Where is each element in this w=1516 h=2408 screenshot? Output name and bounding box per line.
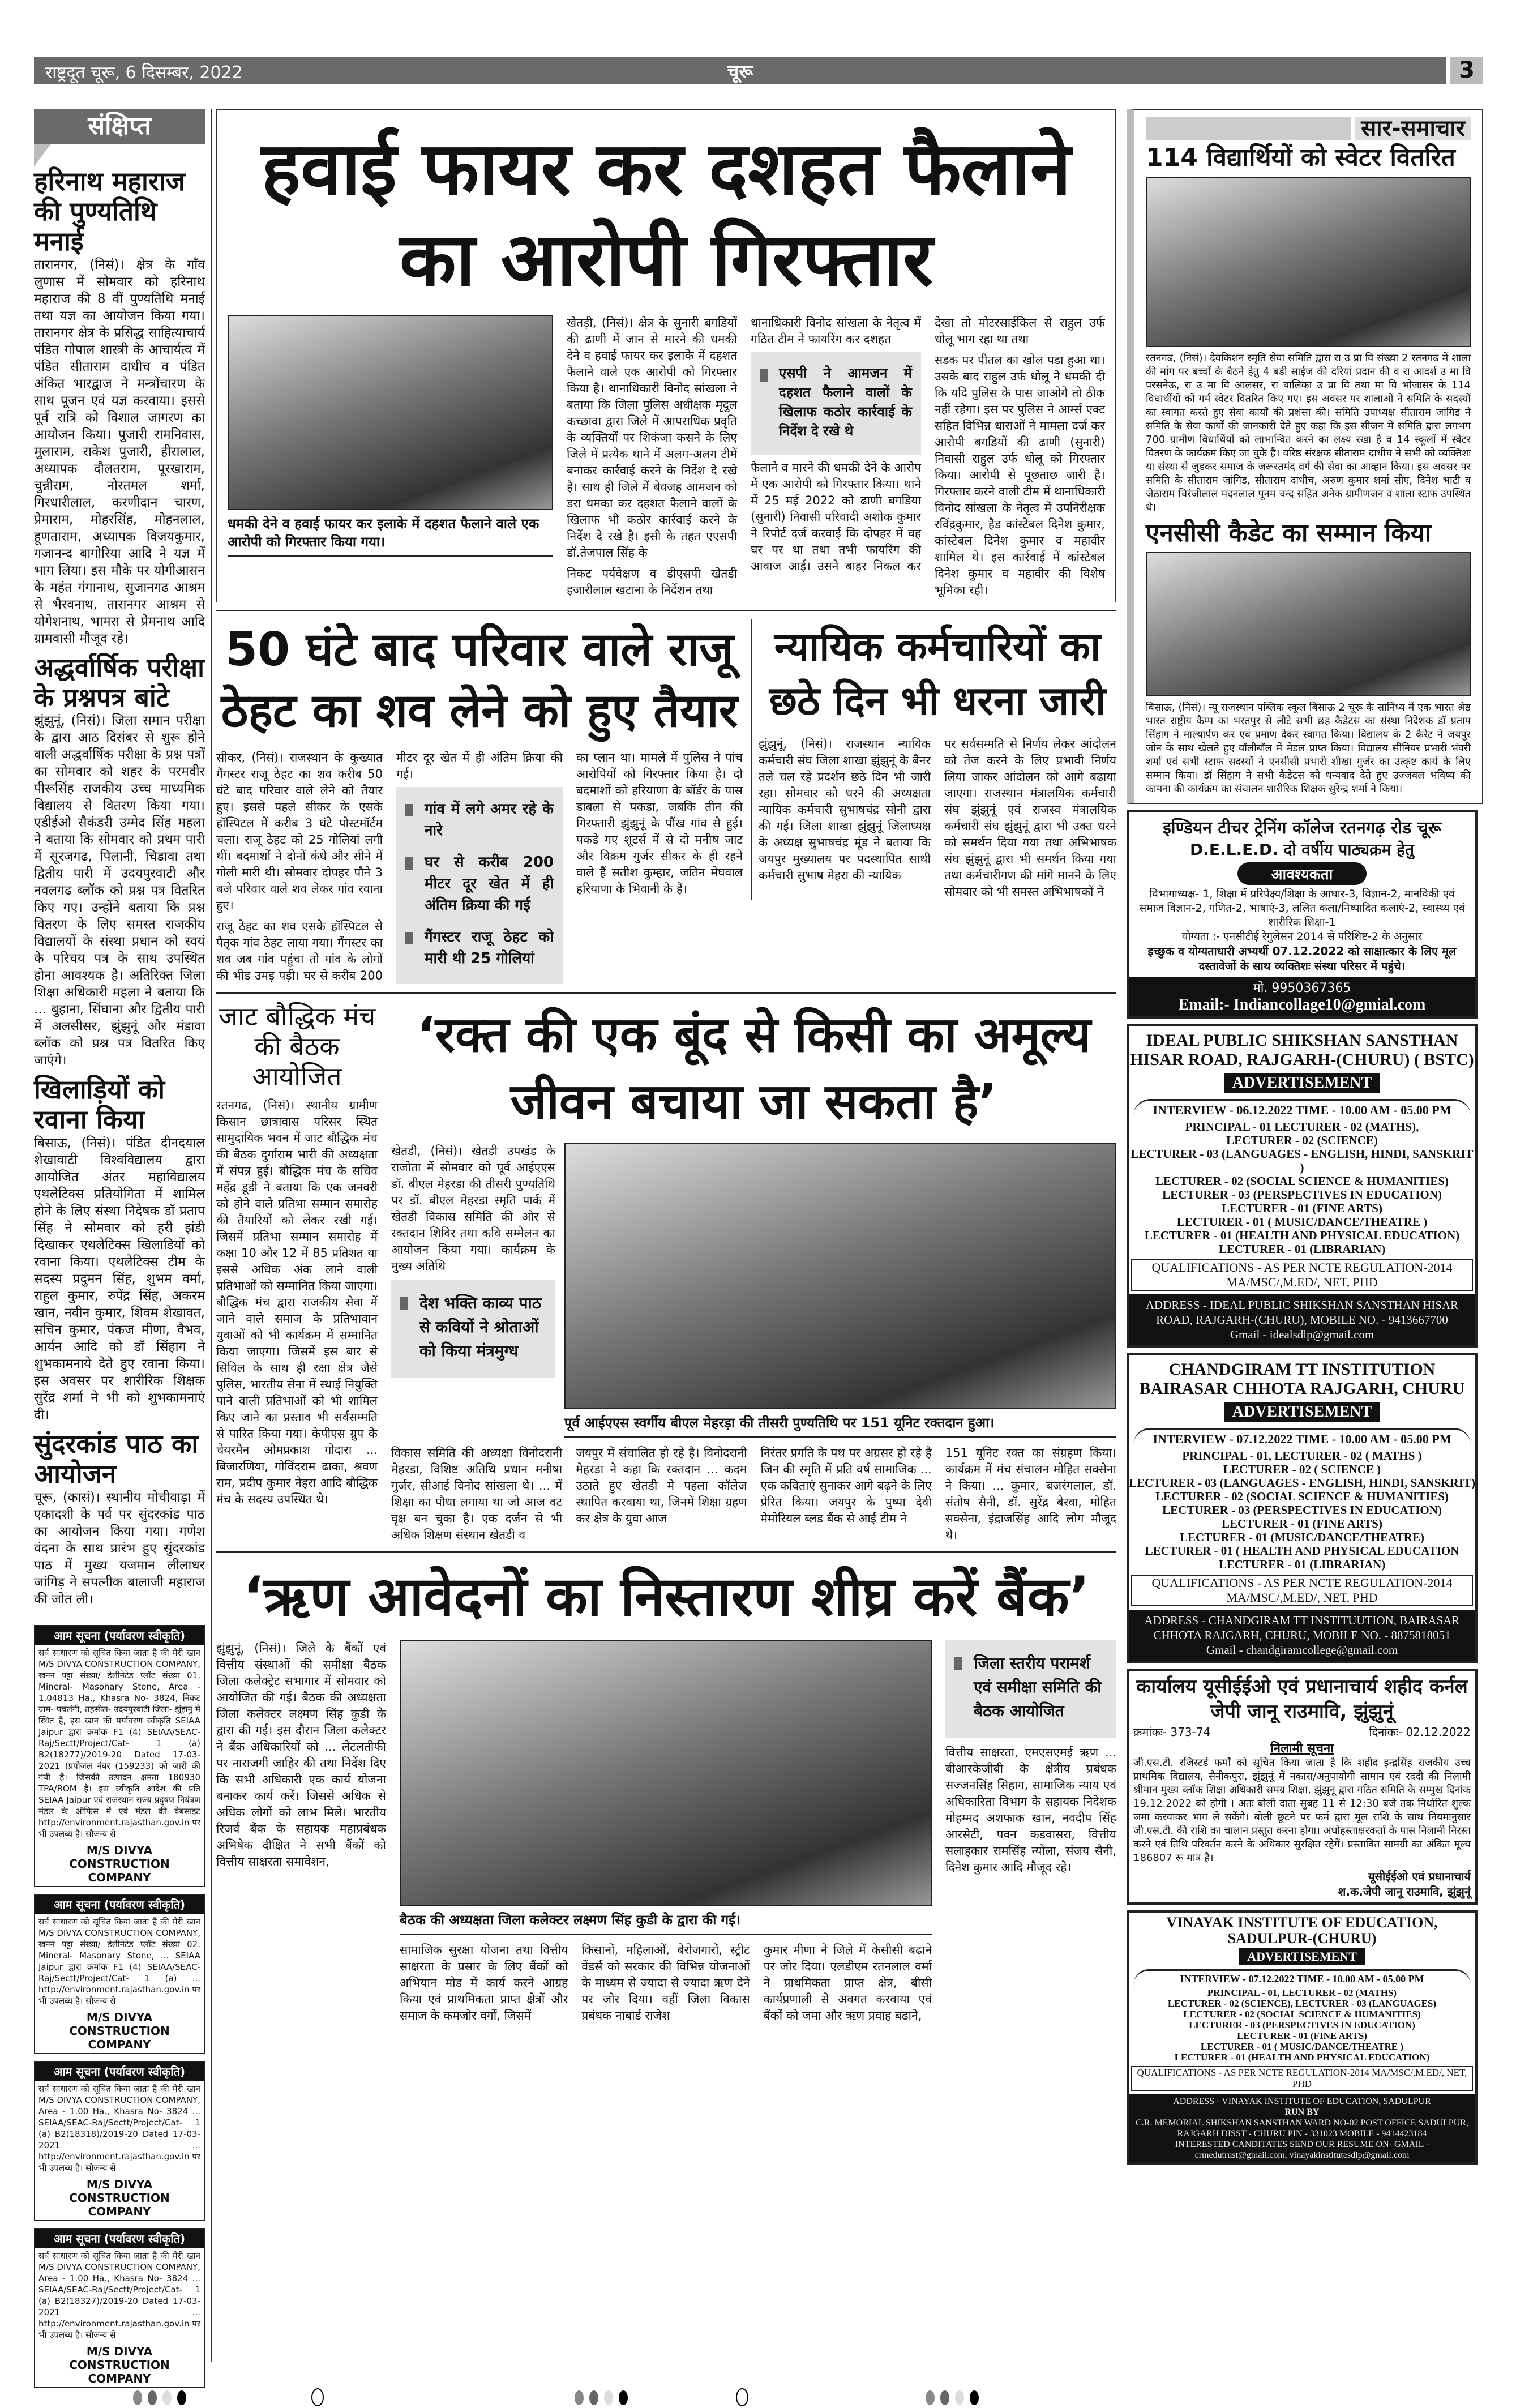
ad-ref-no: क्रमांकः- 373-74 bbox=[1133, 1725, 1211, 1739]
ad-qualification: QUALIFICATIONS - AS PER NCTE REGULATION-2014 MA/MSC/,M.ED/, NET, PHD bbox=[1131, 1259, 1473, 1291]
ad-post: LECTURER - 01 (FINE ARTS) bbox=[1222, 1517, 1382, 1531]
ad-post: LECTURER - 01 (FINE ARTS) bbox=[1237, 2030, 1367, 2042]
thehat-text-col3: का प्लान था। मामले में पुलिस ने पांच आरोपियों को गिरफ्तार किया है। दो बदमाशों को हरियाणा के बॉर्डर के पास डाबला से पकडा, जबकि तीन की गिरफ्तारी झुंझुनूं के पौंख गांव से हुई। पकडे गए शूटर्स में से दो मनीष जाट और विक्रम गुर्जर सीकर के ही रहने वाले हैं सतीश कुम्हार, जतिन मेघवाल हरियाणा के भिवानी के हैं। bbox=[576, 751, 743, 896]
ad-qualification: योग्यता :- एनसीटीई रेगुलेसन 2014 से परिशिष्ट-2 के अनुसार bbox=[1181, 930, 1423, 943]
notice-title: आम सूचना (पर्यावरण स्वीकृति) bbox=[35, 1626, 204, 1645]
ad-indian-teacher-college bbox=[1127, 810, 1478, 1019]
ad-gmail: Gmail - chandgiramcollege@gmail.com bbox=[1206, 1643, 1398, 1657]
ad-signatory-office: श.क.जेपी जानू राउमावि, झुंझुनूं bbox=[1338, 1885, 1471, 1899]
ad-qualification: QUALIFICATIONS - AS PER NCTE REGULATION-2014 MA/MSC/,M.ED/, NET, PHD bbox=[1131, 2066, 1473, 2091]
ad-post: LECTURER - 01 ( MUSIC/DANCE/THEATRE ) bbox=[1176, 1215, 1428, 1229]
public-notice bbox=[34, 1625, 205, 1887]
blood-text-columns bbox=[391, 1445, 1116, 1543]
ad-post: PRINCIPAL - 01, LECTURER - 02 ( MATHS ) bbox=[1182, 1449, 1422, 1463]
lead-text-col2b: थानाधिकारी विनोद सांखला के नेतृत्व में गठित टीम ने फायरिंग कर दशहत bbox=[751, 316, 921, 346]
ad-interview: INTERVIEW - 07.12.2022 TIME - 10.00 AM - 05.00 PM bbox=[1133, 1969, 1471, 1985]
brief-story bbox=[34, 166, 205, 647]
section-rule bbox=[216, 610, 1116, 611]
ad-text: जी.एस.टी. रजिस्टर्ड फर्मों को सूचित किया जाता है कि शहीद इन्द्रसिंह राजकीय उच्च प्राथमिक विद्यालय, सैनीकपुरा, झुंझुनूं में नकारा/अनुपायोगी सामान एवं रददी की निलामी श्रीमान मुख्य ब्लॉक शिक्षा अधिकारी समग्र शिक्षा, झुंझुनू द्वारा गठित समिति के सम्मुख दिनांक 19.12.2022 को होगी । अतः बोली दाता सुबह 11 से 12:30 बजे तक निर्धारित शुल्क जमा करवाकर भाग ले सकेंगे। बोली छूटने पर फर्म द्वारा मूल राशि के साथ नियमानुसार जी.एस.टी. की राशि का चालान प्रस्तुत करना होगा। अधोहस्ताक्षरकर्ता के पास निलामी निरस्त करने एवं तिथि परिवर्तन करने के अधिकार सुरक्षित रहेगें। प्रस्तावित सामग्री का अंकित मूल्य 186807 रू मात्र है। bbox=[1133, 1757, 1471, 1864]
ad-note: इच्छुक व योग्यताधारी अभ्यर्थी 07.12.2022 को साक्षात्कार के लिए मूल दस्तावेजों के साथ व्यक्तिशः संस्था परिसर में पहुंचे। bbox=[1147, 944, 1457, 973]
ad-qualification: QUALIFICATIONS - AS PER NCTE REGULATION-2014 MA/MSC/,M.ED/, NET, PHD bbox=[1131, 1575, 1473, 1606]
judicial-text-col1: झुंझुनूं, (निसं)। राजस्थान न्यायिक कर्मचारी संघ जिला शाखा झुंझुनूं के बैनर तले चल रहे प्रदर्शन छठे दिन भी जारी रहा। सोमवार को धरने की अध्यक्षता न्यायिक कर्मचारी सुभाषचंद्र सोनी द्वारा की गई। जिला शाखा झुंझुनूं जिलाध्यक्ष के अध्यक्ष सुभाषचंद्र मूंड ने बताया कि जयपुर मुख्यालय पर पदस्थापित साथी कर्मचारी सुभाष मेहरा की न्यायिक bbox=[759, 737, 931, 882]
ad-interview: INTERVIEW - 07.12.2022 TIME - 10.00 AM - 05.00 PM bbox=[1133, 1428, 1471, 1447]
notice-sign: M/S DIVYA CONSTRUCTION COMPANY bbox=[35, 1842, 204, 1886]
blood-pull-quote bbox=[391, 1280, 555, 1378]
ad-post: LECTURER - 03 (PERSPECTIVES IN EDUCATION) bbox=[1162, 1503, 1442, 1517]
second-row bbox=[216, 619, 1116, 984]
ad-chandgiram-tt-institution bbox=[1127, 1353, 1478, 1663]
ad-address-text: ADDRESS - VINAYAK INSTITUTE OF EDUCATION, SADULPUR bbox=[1173, 2097, 1431, 2107]
ad-post: LECTURER - 01 (HEALTH AND PHYSICAL EDUCATION) bbox=[1174, 2052, 1430, 2063]
pull-quote-text: घर से करीब 200 मीटर दूर खेत में ही अंतिम क्रिया की गई bbox=[425, 852, 554, 916]
thehat-pull-quotes bbox=[396, 787, 563, 984]
story-title: सुंदरकांड पाठ का आयोजन bbox=[34, 1428, 199, 1490]
blood-text-col2: विकास समिति की अध्यक्षा विनोदरानी मेहरडा, विशिष्ट अतिथि प्रधान मनीषा गुर्जर, सीआई विनोद सांखला थे। ... में शिक्षा का पौधा लगाया था जो आज वट वृक्ष बन चुका है। एक दर्जन से भी अधिक शिक्षण संस्थान खेतडी व bbox=[391, 1446, 563, 1542]
pull-quote-text: देश भक्ति काव्य पाठ से कवियों ने श्रोताओं को किया मंत्रमुग्ध bbox=[419, 1291, 546, 1363]
ad-date: दिनांकः- 02.12.2022 bbox=[1369, 1725, 1471, 1739]
registration-crosshair-icon bbox=[311, 2388, 324, 2406]
registration-crosshair-icon bbox=[736, 2388, 748, 2406]
public-notices bbox=[34, 1625, 205, 2388]
ad-post: LECTURER - 02 (SOCIAL SCIENCE & HUMANITIES) bbox=[1155, 1490, 1449, 1504]
blood-donation-photo bbox=[564, 1143, 1116, 1409]
ad-post: LECTURER - 02 (SOCIAL SCIENCE & HUMANITIES) bbox=[1155, 1174, 1449, 1188]
ad-gmail: Gmail - idealsdlp@gmail.com bbox=[1230, 1328, 1374, 1342]
caption-rule bbox=[228, 555, 553, 557]
jat-text: रतनगढ, (निसं)। स्थानीय ग्रामीण किसान छात्रावास परिसर स्थित सामुदायिक भवन में जाट बौद्धिक मंच की बैठक दुर्गाराम भारी की अध्यक्षता में संपन्न हुई। बौद्धिक मंच के सचिव महेंद्र डूडी ने बताया कि एक जनवरी को होने वाले प्रतिभा सम्मान समारोह की तैयारियों को लेकर रखी गई। जिसमें प्रतिभा सम्मान समारोह में कक्षा 10 और 12 में 85 प्रतिशत या इससे अधिक अंक लाने वाली प्रतिभाओं को सम्मानित किया जाएगा। बौद्धिक मंच द्वारा राजकीय सेवा में जाने वाले समाज के प्रतिभावान युवाओं को भी कार्यक्रम में सम्मानित किया जाएगा। जिसमें इस बार से सिविल के साथ ही रक्षा क्षेत्र जैसे पुलिस, भारतीय सेना में स्थाई नियुक्ति पाने वाली प्रतिभाओं को भी शामिल किए जाने का प्रस्ताव भी सर्वसम्मति से पारित किया गया। केपीएस ग्रुप के चेयरमैन ओमप्रकाश गोदारा ... बिजारणिया, गोविंदराम ढाका, श्रवण राम, प्रदीप कुमार नेहरा आदि बौद्धिक मंच के सदस्य उपस्थित थे। bbox=[216, 1098, 378, 1506]
ad-title: VINAYAK INSTITUTE OF EDUCATION, SADULPUR-(CHURU) bbox=[1166, 1914, 1438, 1947]
lead-text-col3: फैलाने व मारने की धमकी देने के आरोप में एक आरोपी को गिरफ्तार किया। थाने में 25 मई 2022 को ढाणी बगडिया (सुनारी) निवासी परिवादी अशोक कुमार ने रिपोर्ट दर्ज करवाई कि दोपहर में वह घर पर था तथा तभी फायरिंग की आवाज आई। उसने बाहर निकल कर देखा तो मोटरसाईकिल से राहुल उर्फ धोलू भाग रहा था तथा bbox=[751, 316, 1105, 573]
blood-media bbox=[564, 1143, 1116, 1438]
blood-text-col1: खेतडी, (निसं)। खेतडी उपखंड के राजोता में सोमवार को पूर्व आईएएस डॉ. बीएल मेहरडा की तीसरी पुण्यतिथि पर डॉ. बीएल मेहरडा स्मृति पार्क में खेतडी विकास समिति की ओर से रक्तदान शिविर तथा कवि सम्मेलन का आयोजन किया गया। कार्यक्रम के मुख्य अतिथि bbox=[391, 1144, 555, 1273]
thehat-text-columns bbox=[216, 750, 743, 984]
notice-title: आम सूचना (पर्यावरण स्वीकृति) bbox=[35, 2062, 204, 2081]
caption-rule bbox=[400, 1934, 932, 1935]
ad-post: LECTURER - 01 (HEALTH AND PHYSICAL EDUCATION) bbox=[1144, 1229, 1460, 1243]
ad-post: LECTURER - 02 (SCIENCE), LECTURER - 03 (LANGUAGES) bbox=[1167, 1998, 1437, 2009]
lead-pull-quote bbox=[751, 352, 921, 455]
story-title: खिलाड़ियों को रवाना किया bbox=[34, 1074, 165, 1135]
notice-title: आम सूचना (पर्यावरण स्वीकृति) bbox=[35, 2229, 204, 2248]
notice-text: सर्व साधारण को सूचित किया जाता है की मेरी खान M/S DIVYA CONSTRUCTION COMPANY, खनन पट्टा संख्या/ डेलीनेटेड प्लॉट संख्या 02, Mineral- Masonary Stone, ... SEIAA Jaipur द्वारा क्रमांक F1 (4) SEIAA/SEAC-Raj/Sectt/Project/Cat- 1 (a) ... http://environment.rajasthan.gov.in पर भी उपलब्ध है। सौजन्य से bbox=[38, 1917, 200, 2007]
public-notice bbox=[34, 2061, 205, 2221]
blood-donation-story bbox=[391, 1002, 1116, 1543]
pull-quote-text: गांव में लगे अमर रहे के नारे bbox=[425, 798, 554, 841]
lead-text-columns bbox=[567, 315, 1105, 598]
ad-post: LECTURER - 03 (PERSPECTIVES IN EDUCATION) bbox=[1162, 1188, 1442, 1202]
blood-text-col3: जयपुर में संचालित हो रहे है। विनोदरानी मेहरडा ने कहा कि रक्तदान ... कदम उठाते हुए खेतडी मे पहला कॉलेज स्थापित करवाया था, जिनमें शिक्षा ग्रहण कर क्षेत्र के युवा आज bbox=[576, 1446, 747, 1525]
ad-ref-row bbox=[1133, 1724, 1471, 1739]
ad-badge: ADVERTISEMENT bbox=[1224, 1402, 1380, 1422]
bank-meeting-photo bbox=[400, 1640, 932, 1906]
ad-mobile: मो. 9950367365 bbox=[1253, 981, 1351, 996]
brief-column bbox=[34, 109, 205, 2388]
sweater-text: रतनगढ, (निसं)। देवकिशन स्मृति सेवा समिति द्वारा रा उ प्रा वि संख्या 2 रतनगढ में शाला की मांग पर बच्चों के बैठने हेतु 4 बडी साईज की दरियां प्रदान की व रा आदर्श उ मा वि परसनेऊ, रा उ मा वि आलसर, रा बालिका उ प्रा वि तथा मा वि भोजासर के 114 विधार्थीयों को गर्म स्वेटर वितरित किए गए। इस अवसर पर शालाओं ने समिति के सदस्यों का स्वागत करते हुए सेवा कार्यों की प्रशंसा की। समिति उपाध्यक्ष सीताराम जांगिड ने समिति के सेवा कार्यों की जानकारी देते हुए कहा कि इस सीजन में समिति द्वारा लगभग 700 ग्रामीण विधार्थियों को लाभान्वित करने का लक्ष्य रखा है व 14 स्कूलों में स्वेटर वितरण के कार्यक्रम किए जा चुके हैं। वरिष्ठ संरक्षक सीताराम दाधीच ने सभी को व्यक्तिशः या संस्था से जुडकर समाज के जरूरतमंद वर्ग की सेवा का आव्हान किया। इस अवसर पर समिति के सीताराम जांगिड, सीताराम दाधीच, अरुण कुमार शर्मा सीए, दिनेश भाटी व जेठाराम चिरंजीलाल मदनलाल पूनम चन्द सहित अनेक ग्रामीणजन व शाला स्टाफ उपस्थित थे। bbox=[1146, 352, 1471, 514]
pull-quote-text: गैंगस्टर राजू ठेहट को मारी थी 25 गोलियां bbox=[425, 926, 554, 969]
ad-address-text: ADDRESS - IDEAL PUBLIC SHIKSHAN SANSTHAN HISAR ROAD, RAJGARH-(CHURU), MOBILE NO. - 9413667700 bbox=[1145, 1298, 1459, 1327]
sweater-headline: 114 विद्यार्थियों को स्वेटर वितरित bbox=[1146, 143, 1455, 172]
story-text: बिसाऊ, (निसं)। पंडित दीनदयाल शेखावाटी विश्वविद्यालय द्वारा आयोजित अंतर महाविद्यालय एथलेटिक्स प्रतियोगिता में शामिल होने के लिए संस्था निदेषक डॉ प्रताप सिंह ने सोमवार को हरी झंडी दिखाकर एथलेटिक्स खिलाडियों को रवाना किया। एथलेटिक्स टीम के सदस्य प्रदुमन सिंह, शुभम वर्मा, राहुल कुमार, रुपेंद्र सिंह, अकरम खान, नवीन कुमार, शिवम शेखावत, सचिन कुमार, पंकज मीणा, वैभव, आर्यन आदि को डॉ सिंहाग ने शुभकामनाये देते हुए रवाना किया। इस अवसर पर शारीरिक शिक्षक सुरेंद्र शर्मा ने भी को शुभकामनाएं दी। bbox=[34, 1136, 205, 1423]
section-rule bbox=[216, 1551, 1116, 1553]
story-title: अद्धर्वार्षिक परीक्षा के प्रश्नपत्र बांटे bbox=[34, 652, 204, 713]
notice-text: सर्व साधारण को सूचित किया जाता है की मेरी खान M/S DIVYA CONSTRUCTION COMPANY, खनन पट्टा संख्या/ डेलीनेटेड प्लॉट संख्या 01, Mineral- Masonary Stone, Area - 1.04813 Ha., Khasra No- 3824, निकट ग्राम- पचलंगी, तहसील- उदयपुरवाटी जिला- झुंझनु में स्थित है, इस खान की पर्यावरण स्वीकृति SEIAA Jaipur द्वारा क्रमांक F1 (4) SEIAA/SEAC-Raj/Sectt/Project/Cat- 1 (a) B2(18277)/2019-20 Dated 17-03-2021 (प्रपोजल नंबर (159233) को जारी की गयी है। जिसकी उत्पादन क्षमता 180930 TPA/ROM है। इस स्वीकृति आदेश की प्रति SEIAA Jaipur एवं राजस्थान राज्य प्रदुषण नियंत्रण मंडल के ऑफिस में एवं मंडल की वेबसाइट http://environment.rajasthan.gov.in पर भी उपलब्ध है। सौजन्य से bbox=[38, 1648, 200, 1840]
ad-badge: ADVERTISEMENT bbox=[1239, 1948, 1365, 1965]
header-bar-decoration bbox=[1146, 117, 1351, 140]
masthead-date: राष्ट्रदूत चूरू, 6 दिसम्बर, 2022 bbox=[45, 63, 243, 83]
ad-post: LECTURER - 02 ( SCIENCE ) bbox=[1223, 1462, 1381, 1477]
ad-auction-notice bbox=[1127, 1669, 1478, 1905]
registration-dots bbox=[923, 2390, 982, 2407]
third-row bbox=[216, 1002, 1116, 1543]
story-text: झुंझुनूं, (निसं)। जिला समान परीक्षा के द्वारा आठ दिसंबर से शुरू होने वाली अद्धर्वार्षिक परीक्षा के प्रश्न पत्रों का सोमवार को शहर के परमवीर पीरूसिंह राजकीय उच्च माध्यमिक विद्यालय से वितरण किया गया। एडीईओ सैकंडरी उम्मेद सिंह महला ने बताया कि सोमवार को प्रथम पारी में सूरजगढ, पिलानी, चिडावा तथा द्वितीय पारी में उदयपुरवाटी और नवलगढ ब्लॉक को प्रश्न पत्र वितरित किए गए। उन्होंने बताया कि प्रश्न वितरण के लिए समस्त राजकीय विद्यालयों के संस्था प्रधान को स्वयं के परिचय पत्र के साथ उपस्थित होना आवश्यक है। अतिरिक्त जिला शिक्षा अधिकारी महला ने बताया कि ... बुहाना, सिंघाना और द्वितीय पारी में अलसीसर, झुंझुनूं और मंडावा ब्लॉक को प्रश्न पत्र वितरित किए जाएंगे। bbox=[34, 713, 205, 1068]
lead-photo-police-arrest bbox=[228, 315, 553, 510]
ad-subtitle: D.E.L.E.D. दो वर्षीय पाठ्यक्रम हेतु bbox=[1190, 840, 1414, 859]
loan-media bbox=[400, 1640, 932, 2029]
ad-title: CHANDGIRAM TT INSTITUTION BAIRASAR CHHOTA RAJGARH, CHURU bbox=[1139, 1360, 1465, 1398]
lead-media bbox=[228, 315, 553, 557]
brief-section-label: संक्षिप्त bbox=[34, 109, 205, 144]
jat-headline: जाट बौद्धिक मंच की बैठक आयोजित bbox=[218, 1001, 376, 1092]
ad-post: LECTURER - 01 ( MUSIC/DANCE/THEATRE ) bbox=[1200, 2041, 1404, 2052]
ad-posts: विभागाध्यक्ष- 1, शिक्षा में प्ररिपेक्ष्य/शिक्षा के आधार-3, विज्ञान-2, मानविकी एवं समाज विज्ञान-2, गणित-2, भाषाएं-3, ललित कला/निष्पादित कलाएं-2, स्वास्थ्य एवं शारीरिक शिक्षा-1 bbox=[1139, 888, 1465, 929]
blood-photo-caption: पूर्व आईएएस स्वर्गीय बीएल मेहरड़ा की तीसरी पुण्यतिथि पर 151 यूनिट रक्तदान हुआ। bbox=[564, 1415, 995, 1431]
story-text: चूरू, (कासं)। स्थानीय मोचीवाड़ा में एकादशी के पर्व पर सुंदरकांड पाठ का आयोजन किया गया। गणेश वंदना के साथ प्रारंभ हुए सुंदरकांड पाठ में मुख्य यजमान लीलाधर जांगिड़ ने सपत्नीक बालाजी महाराज की जोत ली। bbox=[34, 1490, 205, 1607]
public-notice bbox=[34, 2228, 205, 2388]
loan-text-col5: वित्तीय साक्षरता, एमएसएमई ऋण ... बीआरकेजीबी के क्षेत्रीय प्रबंधक सज्जनसिंह सिहाग, सामाजिक न्याय एवं अधिकारिता विभाग के सहायक निदेशक मोहम्मद अशफाक खान, नवदीप सिंह आरसेटी, पवन कडवासरा, वित्तीय सलाहकार रामसिंह न्योला, संजय सैनी, दिनेश कुमार आदि मौजूद रहे। bbox=[945, 1746, 1116, 1874]
lead-text-col4: सडक पर पीतल का खोल पडा हुआ था। उसके बाद राहुल उर्फ धोलू ने धमकी दी कि यदि पुलिस के पास जाओगे तो ठीक नहीं रहेगा। इस पर पुलिस ने आर्म्स एक्ट सहित विभिन्न धाराओं ने मामला दर्ज कर आरोपी बगडियों की ढाणी (सुनारी) निवासी राहुल उर्फ धोलू को गिरफ्तार किया। आरोपी से पूछताछ जारी है। गिरफ्तार करने वाली टीम में थानाधिकारी विनोद सांखला के नेतृत्व में उपनिरीक्षक रविंद्रकुमार, हैड कांस्टेबल दिनेश कुमार, कांस्टेबल दिनेश कुमार व महावीर शामिल थे। इस कार्रवाई में कांस्टेबल दिनेश कुमार व महावीर की विशेष भूमिका रही। bbox=[935, 353, 1105, 597]
ncc-cadets-photo bbox=[1146, 552, 1471, 696]
center-column bbox=[216, 109, 1116, 2029]
ad-address bbox=[1129, 1610, 1475, 1661]
loan-text-col2: सामाजिक सुरक्षा योजना तथा वित्तीय साक्षरता के प्रसार के लिए बैंकों को अभियान मोड में कार्य करने आग्रह किया एवं प्राथमिकता प्राप्त क्षेत्रों और समाज के कमजोर वर्गों, जिसमें bbox=[400, 1943, 568, 2022]
masthead-bar bbox=[34, 57, 1446, 84]
masthead-edition: चूरू bbox=[727, 61, 753, 82]
judicial-strike-story bbox=[751, 619, 1116, 900]
notice-title: आम सूचना (पर्यावरण स्वीकृति) bbox=[35, 1895, 204, 1914]
ad-title: कार्यालय यूसीईईओ एवं प्रधानाचार्य शहीद कर्नल जेपी जानू राउमावि, झुंझुनूं bbox=[1136, 1675, 1468, 1723]
ad-post: LECTURER - 03 (PERSPECTIVES IN EDUCATION) bbox=[1189, 2020, 1415, 2031]
notice-sign: M/S DIVYA CONSTRUCTION COMPANY bbox=[35, 2343, 204, 2387]
registration-dots bbox=[130, 2390, 189, 2407]
ad-post: PRINCIPAL - 01 LECTURER - 02 (MATHS), bbox=[1185, 1120, 1419, 1134]
section-rule bbox=[216, 992, 1116, 994]
blood-headline: ‘रक्त की एक बूंद से किसी का अमूल्य जीवन बचाया जा सकता है’ bbox=[417, 1007, 1091, 1130]
ad-ideal-public-shikshan bbox=[1127, 1024, 1478, 1348]
brief-story bbox=[34, 1429, 205, 1608]
ad-post: LECTURER - 01 (MUSIC/DANCE/THEATRE) bbox=[1180, 1530, 1424, 1545]
ad-vinayak-institute bbox=[1127, 1910, 1478, 2165]
ad-post: LECTURER - 02 (SCIENCE) bbox=[1226, 1134, 1378, 1148]
ad-interview: INTERVIEW - 06.12.2022 TIME - 10.00 AM - 05.00 PM bbox=[1133, 1099, 1471, 1118]
ad-badge: आवश्यकता bbox=[1237, 862, 1367, 885]
ad-signatory: यूसीईईओ एवं प्रधानाचार्य bbox=[1368, 1870, 1471, 1884]
public-notice bbox=[34, 1894, 205, 2054]
roundup-header bbox=[1146, 117, 1471, 140]
lead-story bbox=[216, 109, 1116, 602]
notice-sign: M/S DIVYA CONSTRUCTION COMPANY bbox=[35, 2176, 204, 2220]
column-divider bbox=[211, 109, 212, 2362]
thehat-headline: 50 घंटे बाद परिवार वाले राजू ठेहट का शव लेने को हुए तैयार bbox=[221, 623, 738, 738]
loan-headline: ‘ऋण आवेदनों का निस्तारण शीघ्र करें बैंक’ bbox=[242, 1565, 1090, 1628]
blood-left-column bbox=[391, 1143, 555, 1384]
thehat-text-col1b: राजू ठेहट का शव एसके हॉस्पिटल से पैतृक गांव ठेहट लाया गया। गैंगस्टर का शव जब गांव पहुंचा तो गांव के लोगों की भीड उमड़ पड़ी। घर से करीब 200 मीटर दूर खेत में ही अंतिम क्रिया की गई। bbox=[216, 751, 563, 982]
pull-quote-text: जिला स्तरीय परामर्श एवं समीक्षा समिति की बैठक आयोजित bbox=[974, 1652, 1107, 1723]
page-number: 3 bbox=[1450, 57, 1483, 84]
ad-post: LECTURER - 01 (LIBRARIAN) bbox=[1218, 1242, 1386, 1256]
loan-photo-caption: बैठक की अध्यक्षता जिला कलेक्टर लक्ष्मण सिंह कुडी के द्वारा की गई। bbox=[400, 1912, 741, 1928]
loan-right-column bbox=[945, 1640, 1116, 1876]
sweater-distribution-photo bbox=[1146, 177, 1471, 347]
story-text: तारानगर, (निसं)। क्षेत्र के गाँव लुणास में सोमवार को हरिनाथ महाराज की 8 वीं पुण्यतिथि मनाई तथा यज्ञ का आयोजन किया गया। तारानगर क्षेत्र के प्रसिद्ध साहित्याचार्य पंडित गोपाल शास्त्री के आचार्यत्व में पंडित सीताराम दाधीच व पंडित अंकित भारद्वाज ने मन्त्रोंचारण के साथ पूजन एवं यज्ञ करवाया। इससे पूर्व रात्रि को विशाल जागरण का आयोजन किया। पुजारी रामनिवास, मुलाराम, राकेश पुजारी, हीरालाल, अध्यापक दौलतराम, पूरखाराम, चुन्नीराम, नोरतमल शर्मा, गिरधारीलाल, करणीदान चारण, प्रेमाराम, मोहरसिंह, मोहनलाल, हूणताराम, अध्यापक विजयकुमार, गजानन्द बागोरिया आदि ने यज्ञ में भाग लिया। इस मौके पर योगीआसन के महंत गंगानाथ, सुजानगढ आश्रम से भैरवनाथ, तारानगर आश्रम से योगेशनाथ, भामरा से प्रेमनाथ आदि ग्रामवासी मौजूद रहे। bbox=[34, 257, 205, 646]
thehat-text-col1: सीकर, (निसं)। राजस्थान के कुख्यात गैंगस्टर राजू ठेहट का शव करीब 50 घंटे बाद परिवार वाले लेने को तैयार हुए। इससे पहले सीकर के एसके हॉस्पिटल में करीब 3 घंटे पोस्टमॉर्टम चला। राजू ठेहट को 25 गोलियां लगी थीं। बदमाशों ने दोनों कंधे और सीने में गोली मारी थी। सोमवार दोपहर पौने 3 बजे परिवार वाले शव लेकर गांव रवाना हुए। bbox=[216, 751, 383, 912]
ad-post: LECTURER - 01 (FINE ARTS) bbox=[1222, 1201, 1382, 1216]
section-tab-decoration bbox=[34, 144, 51, 166]
brief-story bbox=[34, 1075, 205, 1423]
story-title: हरिनाथ महाराज की पुण्यतिथि मनाई bbox=[34, 166, 185, 256]
lead-headline: हवाई फायर कर दशहत फैलाने का आरोपी गिरफ्तार bbox=[261, 126, 1072, 302]
blood-text-col4: निरंतर प्रगति के पथ पर अग्रसर हो रहे है जिन की स्मृति में प्रति वर्ष सामाजिक ... एक कविताएं सुनाकर आगे बढ़ने के लिए प्रेरित किया। जयपुर के पुष्पा देवी मेमोरियल ब्लड बैंक से आई टीम ने bbox=[760, 1446, 932, 1525]
ad-post: PRINCIPAL - 01, LECTURER - 02 (MATHS) bbox=[1207, 1987, 1397, 1999]
ad-title: इण्डियन टीचर ट्रेनिंग कॉलेज रतनगढ़ रोड चूरू bbox=[1163, 818, 1441, 839]
ad-post: LECTURER - 02 (SOCIAL SCIENCE & HUMANITIES) bbox=[1183, 2009, 1421, 2020]
notice-text: सर्व साधारण को सूचित किया जाता है की मेरी खान M/S DIVYA CONSTRUCTION COMPANY, Area - 1.00 Ha., Khasra No- 3824 ... SEIAA/SEAC-Raj/Sectt/Project/Cat- 1 (a) B2(18327)/2019-20 Dated 17-03-2021 ... http://environment.rajasthan.gov.in पर भी उपलब्ध है। सौजन्य से bbox=[38, 2251, 200, 2341]
jat-manch-story bbox=[216, 1002, 378, 1508]
lead-text-col1: खेतड़ी, (निसं)। क्षेत्र के सुनारी बगडियों की ढाणी में जान से मारने की धमकी देने व हवाई फायर कर इलाके में दहशत फैलाने वाले एक आरोपी को गिरफ्तार किया है। थानाधिकारी विनोद सांखला ने बताया कि जिला पुलिस अधीक्षक मृदुल कच्छावा द्वारा जिले में आपराधिक प्रवृति के व्यक्तियों पर शिकंजा कसने के लिए जिले में प्रत्येक थाने में अलग-अलग टीमें बनाकर कार्रवाई करने के निर्देश दे रखे है। साथ ही जिले में बेवजह आमजन को डरा धमका कर दहशत फैलाने वालों के खिलाफ भी कठोर कार्रवाई करने के निर्देश दे रखे है। इसी के तहत एएसपी डॉ.तेजपाल सिंह के bbox=[567, 316, 737, 559]
roundup-section-label: सार-समाचार bbox=[1355, 117, 1471, 140]
loan-text-col1: झुंझुनूं, (निसं)। जिले के बैंकों एवं वित्तीय संस्थाओं की समीक्षा बैठक जिला कलेक्ट्रेट सभागार में सोमवार को आयोजित की गई। बैठक की अध्यक्षता जिला कलेक्टर लक्ष्मण सिंह कुडी के द्वारा की गई। इस दौरान जिला कलेक्टर ने बैंक अधिकारियों को ... लेटलतीफी पर नाराजगी जाहिर की तथा निर्देश दिए कि सभी अधिकारी एक कार्य योजना बनाकर कार्य करें। जिससे अधिक से अधिक लोगों को लाभ मिले। भारतीय रिजर्व बैंक के सहायक महाप्रबंधक अभिषेक दीक्षित ने सभी बैंकों को वित्तीय साक्षरता समावेशन, bbox=[216, 1641, 386, 1868]
ad-badge: ADVERTISEMENT bbox=[1224, 1073, 1380, 1093]
ncc-headline: एनसीसी कैडेट का सम्मान किया bbox=[1146, 518, 1432, 548]
ad-resume-note: INTERESTED CANDITATES SEND OUR RESUME ON- GMAIL - crmedutrust@gmail.com, vinayakinstitutesdlp@gmail.com bbox=[1175, 2140, 1429, 2161]
ad-run-by: RUN BY bbox=[1284, 2107, 1320, 2118]
blood-text-col5: 151 यूनिट रक्त का संग्रहण किया। कार्यक्रम में मंच संचालन मोहित सक्सेना ने किया। ... कुमार, बजरंगलाल, डॉ. संतोष सैनी, डॉ. सुरेंद्र बेरवा, मोहित सक्सेना, इंद्राजसिंह आदि लोग मौजूद थे। bbox=[945, 1446, 1116, 1542]
ad-email: Email:- Indiancollage10@gmial.com bbox=[1178, 996, 1426, 1014]
notice-sign: M/S DIVYA CONSTRUCTION COMPANY bbox=[35, 2009, 204, 2053]
right-column bbox=[1127, 109, 1483, 2165]
loan-text-col3: किसानों, महिलाओं, बेरोजगारों, स्ट्रीट वेंडर्स को सरकार की विभिन्न योजनाओं के माध्यम से ज्यादा से ज्यादा ऋण देने पर जोर दिया। वहीं जिला विकास प्रबंधक नाबार्ड राजेश bbox=[581, 1943, 750, 2022]
judicial-headline: न्यायिक कर्मचारियों का छठे दिन भी धरना जारी bbox=[769, 623, 1106, 724]
ad-post: LECTURER - 01 (LIBRARIAN) bbox=[1218, 1558, 1386, 1572]
ad-address-trust: C.R. MEMORIAL SHIKSHAN SANSTHAN WARD NO-02 POST OFFICE SADULPUR, RAJGARH DISST - CHURU PIN - 331023 MOBILE - 9414423184 bbox=[1136, 2118, 1468, 2139]
ad-address bbox=[1129, 1294, 1475, 1345]
news-roundup bbox=[1127, 109, 1483, 804]
lead-photo-caption: धमकी देने व हवाई फायर कर इलाके में दहशत फैलाने वाले एक आरोपी को गिरफ्तार किया गया। bbox=[228, 516, 539, 550]
ad-post: LECTURER - 01 ( HEALTH AND PHYSICAL EDUCATION bbox=[1145, 1544, 1459, 1558]
loan-text-col4: कुमार मीणा ने जिले में केसीसी बढाने पर जोर दिया। एलडीएम रतनलाल वर्मा ने प्राथमिकता प्राप्त क्षेत्र, बीसी कार्यप्रणाली से अवगत करवाया एवं बैंकों को जमा और ऋण प्रवाह बढाने, bbox=[763, 1943, 932, 2022]
judicial-text-columns bbox=[759, 736, 1116, 900]
notice-text: सर्व साधारण को सूचित किया जाता है की मेरी खान M/S DIVYA CONSTRUCTION COMPANY, Area - 1.00 Ha., Khasra No- 3824 ... SEIAA/SEAC-Raj/Sectt/Project/Cat- 1 (a) B2(18318)/2019-20 Dated 17-03-2021 ... http://environment.rajasthan.gov.in पर भी उपलब्ध है। सौजन्य से bbox=[38, 2084, 200, 2174]
loan-pull-quote bbox=[945, 1640, 1116, 1738]
registration-dots bbox=[572, 2390, 631, 2407]
loan-text-columns bbox=[400, 1942, 932, 2029]
ad-address-text: ADDRESS - CHANDGIRAM TT INSTITUUTION, BAIRASAR CHHOTA RAJGARH, CHURU, MOBILE NO. - 8875818051 bbox=[1144, 1614, 1460, 1643]
ad-subject: निलामी सूचना bbox=[1270, 1742, 1334, 1756]
brief-story bbox=[34, 653, 205, 1070]
thehat-story bbox=[216, 619, 743, 984]
pull-quote-text: एसपी ने आमजन में दहशत फैलाने वालों के खिलाफ कठोर कार्रवाई के निर्देश दे रखे थे bbox=[779, 363, 912, 440]
ncc-text: बिसाऊ, (निसं)। न्यू राजस्थान पब्लिक स्कूल बिसाऊ 2 चूरू के सानिध्य में एक भारत श्रेष्ठ भारत राष्ट्रीय कैम्प का भरतपुर से लौटे सभी छह कैडेटस का संस्था निदेशक डॉ प्रताप सिंहाग ने माल्यार्पण कर एवं प्रमाण देकर स्वागत किया। विद्यालय के 2 कैरेट ने जयपुर जोन के साथ खेलते हुए वॉलीबॉल में मेडल प्राप्त किया। विद्यालय सीनियर प्रभारी भंवरी शर्मा एवं सभी स्टाफ सदस्यों ने एनसीसी प्रभारी शीखा गुर्जर का उत्कृष्ट कार्य के लिए सम्मान किया। डॉ सिंहाग ने सभी कैडेटस को धन्यवाद देते हुए उज्जवल भविष्य की कामना की कार्यक्रम का संचालन शारीरिक शिक्षक सुरेन्द्र शर्मा ने किया। bbox=[1146, 702, 1471, 795]
ad-post: LECTURER - 03 (LANGUAGES - ENGLISH, HINDI, SANSKRIT) bbox=[1129, 1476, 1476, 1490]
bank-loan-story bbox=[216, 1561, 1116, 2029]
ad-address bbox=[1129, 2094, 1475, 2162]
ad-title: IDEAL PUBLIC SHIKSHAN SANSTHAN HISAR ROAD, RAJGARH-(CHURU) ( BSTC) bbox=[1130, 1031, 1474, 1070]
ad-post: LECTURER - 03 (LANGUAGES - ENGLISH, HINDI, SANSKRIT ) bbox=[1130, 1147, 1474, 1175]
caption-rule bbox=[564, 1436, 1116, 1438]
judicial-text-col2: पर सर्वसम्मति से निर्णय लेकर आंदोलन को तेज करने के लिए प्रभावी निर्णय लिया जाकर आंदोलन को आगे बढाया जाएगा। राजस्थान मंत्रालयिक कर्मचारी संघ झुंझुनूं एवं राजस्व मंत्रालयिक कर्मचारी संघ झुंझुनूं द्वारा भी उक्त धरने को समर्थन दिया गया तथा अभिभाषक संघ झुंझुनूं द्वारा भी समर्थन किया गया तथा कर्मचारीगण की मांगे मानने के लिए सोमवार को भी समस्त अभिभाषकों ने bbox=[944, 737, 1116, 899]
ad-contact bbox=[1129, 977, 1475, 1016]
lead-text-col2a: निकट पर्यवेक्षण व डीएसपी खेतडी हजारीलाल खटाना के निर्देशन तथा bbox=[567, 567, 737, 597]
